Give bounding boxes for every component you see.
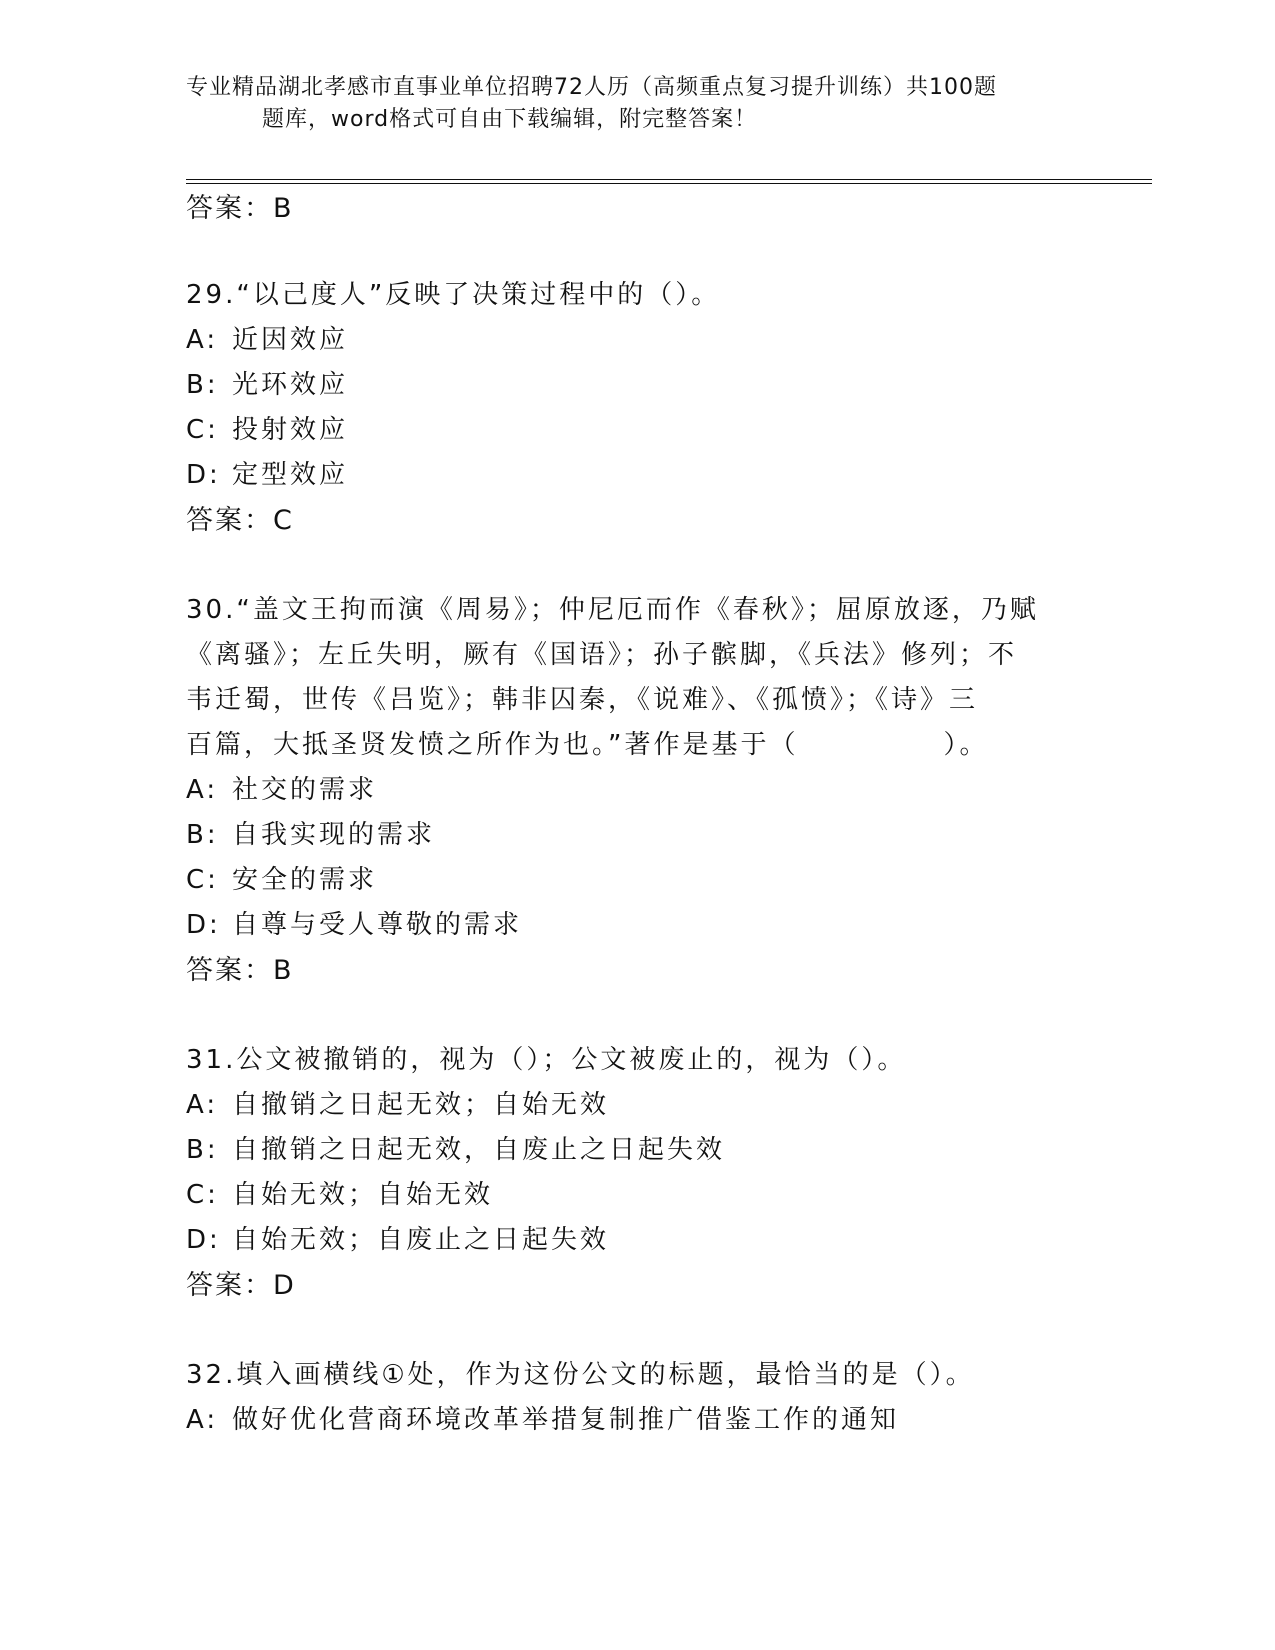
answer-31: 答案：D [186, 1270, 296, 1301]
option-text: 自我实现的需求 [232, 820, 436, 850]
option-text: 社交的需求 [232, 775, 378, 805]
question-29-option-c [186, 408, 1066, 453]
option-text: 自始无效；自始无效 [232, 1180, 494, 1210]
question-30-stem-line-4: 百篇，大抵圣贤发愤之所作为也。”著作是基于（ ）。 [186, 730, 989, 760]
option-key: D: [186, 460, 221, 490]
option-text: 自尊与受人尊敬的需求 [232, 910, 523, 940]
option-text: 自撤销之日起无效；自始无效 [232, 1090, 610, 1120]
option-key: C: [186, 415, 219, 445]
question-30-option-c [186, 858, 1066, 903]
question-32-option-a [186, 1398, 1066, 1443]
option-key: A: [186, 325, 219, 355]
document-header-line-2: 题库，word格式可自由下载编辑，附完整答案！ [262, 107, 758, 132]
question-30-option-a [186, 768, 1066, 813]
option-key: A: [186, 775, 219, 805]
question-30-option-b [186, 813, 1066, 858]
option-key: C: [186, 1180, 219, 1210]
option-text: 近因效应 [232, 325, 349, 355]
option-key: A: [186, 1090, 219, 1120]
question-30-stem-line-3: 韦迁蜀，世传《吕览》；韩非囚秦，《说难》、《孤愤》；《诗》三 [186, 685, 979, 715]
question-29-option-a [186, 318, 1066, 363]
option-text: 自撤销之日起无效，自废止之日起失效 [232, 1135, 726, 1165]
question-30-stem-line-1: 30.“盖文王拘而演《周易》；仲尼厄而作《春秋》；屈原放逐，乃赋 [186, 595, 1039, 625]
question-30-option-d [186, 903, 1066, 948]
question-29-option-b [186, 363, 1066, 408]
option-text: 定型效应 [232, 460, 349, 490]
question-31-option-c [186, 1173, 1066, 1218]
question-32-stem: 32.填入画横线①处，作为这份公文的标题，最恰当的是（）。 [186, 1360, 975, 1390]
question-31-option-b [186, 1128, 1066, 1173]
document-header-line-1: 专业精品湖北孝感市直事业单位招聘72人历（高频重点复习提升训练）共100题 [186, 75, 997, 100]
answer-28: 答案：B [186, 193, 294, 224]
option-text: 安全的需求 [232, 865, 378, 895]
answer-30: 答案：B [186, 955, 294, 986]
question-29-option-d [186, 453, 1066, 498]
header-rule-bottom [186, 183, 1152, 184]
option-key: B: [186, 370, 219, 400]
option-key: B: [186, 820, 219, 850]
question-31-option-d [186, 1218, 1066, 1263]
question-31-option-a [186, 1083, 1066, 1128]
question-30-stem-line-2: 《离骚》；左丘失明，厥有《国语》；孙子髌脚，《兵法》修列；不 [186, 640, 1018, 670]
option-text: 光环效应 [232, 370, 349, 400]
header-rule-top [186, 179, 1152, 180]
option-text: 投射效应 [232, 415, 349, 445]
answer-29: 答案：C [186, 505, 294, 536]
option-key: C: [186, 865, 219, 895]
option-text: 做好优化营商环境改革举措复制推广借鉴工作的通知 [232, 1405, 900, 1435]
option-key: D: [186, 910, 221, 940]
option-text: 自始无效；自废止之日起失效 [232, 1225, 610, 1255]
question-29-stem: 29.“以己度人”反映了决策过程中的（）。 [186, 280, 721, 310]
option-key: D: [186, 1225, 221, 1255]
option-key: A: [186, 1405, 219, 1435]
question-31-stem: 31.公文被撤销的，视为（）；公文被废止的，视为（）。 [186, 1045, 907, 1075]
option-key: B: [186, 1135, 219, 1165]
